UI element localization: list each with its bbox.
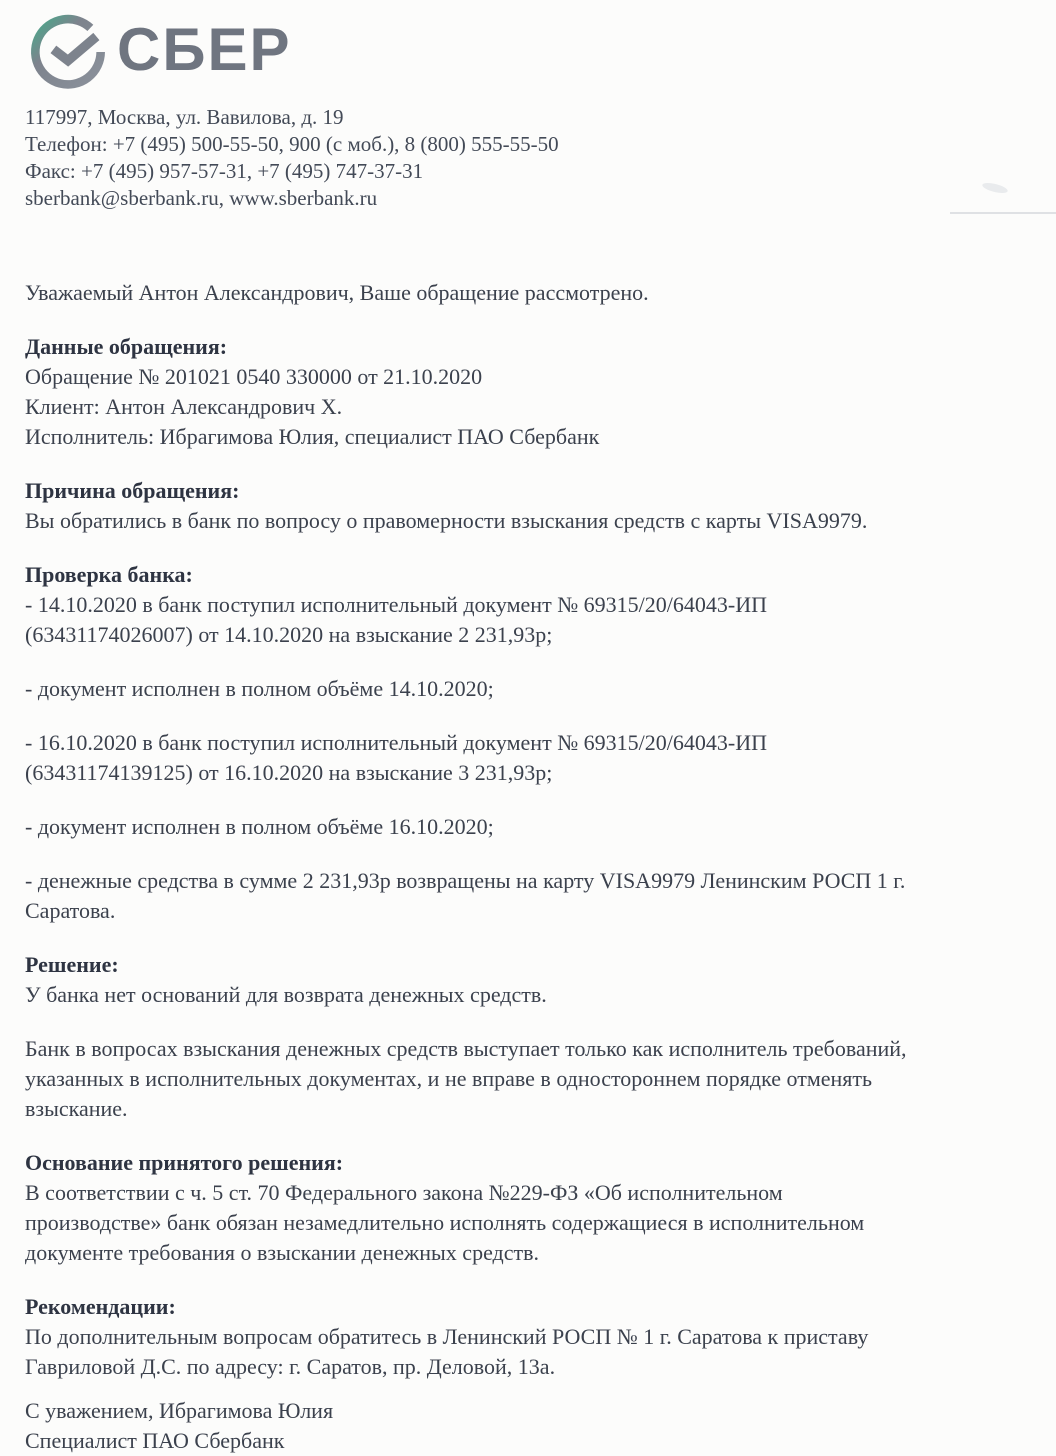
scan-artifact-line — [950, 212, 1056, 214]
sber-logo-wordmark: СБЕР — [117, 15, 292, 83]
section-decision-basis — [25, 1148, 1036, 1268]
section-heading: Причина обращения: — [25, 478, 240, 503]
paragraph — [25, 1322, 1036, 1382]
text-line: - денежные средства в сумме 2 231,93р возвращены на карту VISA9979 Ленинским РОСП 1 г. — [25, 868, 906, 893]
contact-fax: Факс: +7 (495) 957-57-31, +7 (495) 747-37-31 — [25, 159, 424, 183]
letter-body — [25, 278, 1036, 1456]
text-line: - документ исполнен в полном объёме 16.10.2020; — [25, 814, 494, 839]
text-line: Исполнитель: Ибрагимова Юлия, специалист ПАО Сбербанк — [25, 424, 600, 449]
text-line: (63431174139125) от 16.10.2020 на взыскание 3 231,93р; — [25, 760, 553, 785]
paragraph — [25, 506, 1036, 536]
text-line: Саратова. — [25, 898, 116, 923]
text-line: (63431174026007) от 14.10.2020 на взыскание 2 231,93р; — [25, 622, 553, 647]
section-bank-check — [25, 560, 1036, 926]
text-line: В соответствии с ч. 5 ст. 70 Федерального закона №229-ФЗ «Об исполнительном — [25, 1180, 783, 1205]
text-line: производстве» банк обязан незамедлительно исполнять содержащиеся в исполнительном — [25, 1210, 865, 1235]
signature-block — [25, 1396, 1036, 1456]
section-heading: Рекомендации: — [25, 1294, 176, 1319]
text-line: - 16.10.2020 в банк поступил исполнительный документ № 69315/20/64043-ИП — [25, 730, 768, 755]
signature-name: С уважением, Ибрагимова Юлия — [25, 1398, 334, 1423]
section-recommendations — [25, 1292, 1036, 1382]
section-heading: Данные обращения: — [25, 334, 228, 359]
paragraph — [25, 812, 1036, 842]
text-line: - документ исполнен в полном объёме 14.10.2020; — [25, 676, 494, 701]
section-request-reason — [25, 476, 1036, 536]
paragraph — [25, 866, 1036, 926]
paragraph — [25, 674, 1036, 704]
text-line: По дополнительным вопросам обратитесь в Ленинский РОСП № 1 г. Саратова к приставу — [25, 1324, 869, 1349]
text-line: Обращение № 201021 0540 330000 от 21.10.2020 — [25, 364, 483, 389]
greeting-line: Уважаемый Антон Александрович, Ваше обращение рассмотрено. — [25, 280, 649, 305]
sber-logo — [25, 8, 1036, 96]
paragraph — [25, 728, 1036, 788]
paragraph — [25, 1178, 1036, 1268]
text-line: взыскание. — [25, 1096, 128, 1121]
text-line: У банка нет оснований для возврата денежных средств. — [25, 982, 547, 1007]
signature-role: Специалист ПАО Сбербанк — [25, 1428, 285, 1453]
paragraph — [25, 980, 1036, 1010]
contact-address: 117997, Москва, ул. Вавилова, д. 19 — [25, 105, 344, 129]
text-line: - 14.10.2020 в банк поступил исполнительный документ № 69315/20/64043-ИП — [25, 592, 768, 617]
text-line: документе требования о взыскании денежных средств. — [25, 1240, 540, 1265]
contact-email-web: sberbank@sberbank.ru, www.sberbank.ru — [25, 186, 378, 210]
text-line: Банк в вопросах взыскания денежных средств выступает только как исполнитель требований, — [25, 1036, 907, 1061]
contact-phone: Телефон: +7 (495) 500-55-50, 900 (с моб.), 8 (800) 555-55-50 — [25, 132, 559, 156]
text-line: Гавриловой Д.С. по адресу: г. Саратов, пр. Деловой, 13а. — [25, 1354, 556, 1379]
text-line: Вы обратились в банк по вопросу о правомерности взыскания средств с карты VISA9979. — [25, 508, 868, 533]
section-decision — [25, 950, 1036, 1124]
sber-checkmark-ring-icon — [25, 9, 111, 95]
paragraph — [25, 1034, 1036, 1124]
section-heading: Решение: — [25, 952, 119, 977]
section-request-data — [25, 332, 1036, 452]
section-heading: Основание принятого решения: — [25, 1150, 344, 1175]
paragraph — [25, 590, 1036, 650]
text-line: Клиент: Антон Александрович Х. — [25, 394, 343, 419]
paragraph — [25, 362, 1036, 452]
section-heading: Проверка банка: — [25, 562, 193, 587]
text-line: указанных в исполнительных документах, и не вправе в одностороннем порядке отменять — [25, 1066, 873, 1091]
contact-block — [25, 104, 1036, 212]
